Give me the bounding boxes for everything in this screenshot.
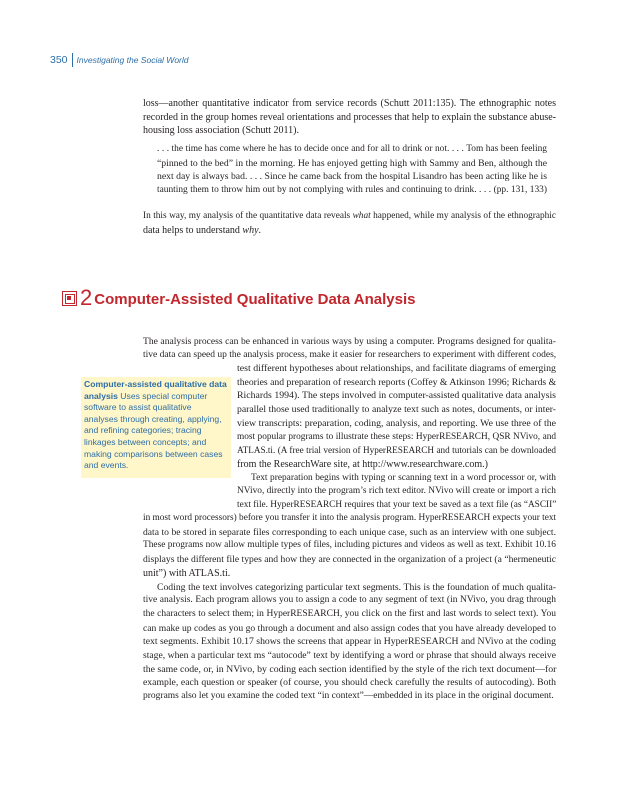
text-line: in most word processors) before you transfer it into the analysis program. HyperRESEARCH expects your text bbox=[143, 513, 557, 523]
text-line: Text preparation begins with typing or scanning text in a word processor or, with bbox=[251, 472, 556, 483]
text-line: These programs now allow multiple types of files, including pictures and videos as well as text. Exhibit 10.16 bbox=[143, 540, 556, 551]
section-title: Computer-Assisted Qualitative Data Analysis bbox=[94, 291, 416, 308]
text-line: data helps to understand why. bbox=[143, 224, 262, 236]
text-line: ATLAS.ti. (A free trial version of HyperRESEARCH and tutorials can be downloaded bbox=[237, 445, 556, 456]
quote-line: taunting them to throw him out by not complying with rules and continuing to drink. . . . (pp. 131, 133) bbox=[157, 185, 547, 196]
quote-line: . . . the time has come where he has to decide once and for all to drink or not. . . . Tom has been feeling bbox=[157, 144, 547, 154]
conclusion-paragraph bbox=[143, 210, 556, 237]
text-line: Coding the text involves categorizing particular text segments. This is the foundation of much qualita- bbox=[157, 581, 556, 593]
text-line: programs also let you examine the coded text “in context”—embedded in its place in the original document. bbox=[143, 691, 554, 702]
text-line: housing loss association (Schutt 2011). bbox=[143, 125, 300, 137]
glossary-term: Computer-assisted qualitative data analysis bbox=[84, 379, 227, 401]
text-line: from the ResearchWare site, at http://www.researchware.com.) bbox=[237, 458, 488, 470]
block-quote bbox=[157, 143, 547, 198]
text-line: the same code, or, in NVivo, by coding each section identified by the style of the rich text document—for bbox=[143, 663, 557, 675]
intro-paragraph bbox=[143, 97, 556, 138]
text-line: the characters to select them; in HyperRESEARCH, you click on the first and last words to select text). You bbox=[143, 608, 556, 619]
glossary-definition: Uses special computer software to assist qualitative analyses through creating, applying, and refining categories; tracing linkages between concepts; and making comparisons between cases and events. bbox=[84, 390, 223, 471]
glossary-sidebar bbox=[81, 377, 231, 478]
text-line: can make up codes as you go through a document and also assign codes that you have already developed to bbox=[143, 622, 556, 634]
text-line: unit”) with ATLAS.ti. bbox=[143, 567, 231, 579]
header-divider bbox=[72, 53, 73, 67]
text-line: displays the different file types and how they are connected in the organization of a project (a “hermeneutic bbox=[143, 554, 556, 566]
text-line: NVivo, directly into the program’s rich text editor. NVivo will create or import a rich bbox=[237, 486, 556, 497]
body-paragraph-main bbox=[143, 512, 556, 704]
section-heading bbox=[62, 287, 415, 309]
text-line: In this way, my analysis of the quantitative data reveals what happened, while my analysis of the ethnographic bbox=[143, 211, 556, 221]
text-line: parallel those used traditionally to analyze text such as notes, documents, or inter- bbox=[237, 404, 556, 416]
text-line: text file. HyperRESEARCH requires that your text be saved as a text file (as “ASCII” bbox=[237, 500, 557, 511]
text-line: loss—another quantitative indicator from service records (Schutt 2011:135). The ethnographic notes bbox=[143, 98, 556, 109]
text-line: tive data can speed up the analysis process, make it easier for researchers to experiment with different codes, bbox=[143, 349, 557, 360]
text-line: stage, when a particular text ms “autocode” text by identifying a word or phrase that should always receive bbox=[143, 650, 556, 662]
body-wrap-column bbox=[237, 362, 556, 513]
page-number: 350 bbox=[50, 54, 68, 66]
text-line: example, each question or speaker (of course, you should check carefully the results of autocoding). Both bbox=[143, 677, 556, 689]
text-line: tive analysis. Each program allows you to assign a code to any segment of text (in NVivo, you drag through bbox=[143, 595, 556, 606]
text-line: view transcripts: preparation, coding, analysis, and reporting. We use three of the bbox=[237, 417, 556, 429]
text-line: Richards 1994). The steps involved in computer-assisted qualitative data analysis bbox=[237, 390, 556, 402]
text-line: most popular programs to illustrate these steps: HyperRESEARCH, QSR NVivo, and bbox=[237, 431, 556, 442]
section-marker-icon bbox=[62, 291, 77, 306]
text-line: test different hypotheses about relationships, and facilitate diagrams of emerging bbox=[237, 363, 556, 374]
text-line: theories and preparation of research reports (Coffey & Atkinson 1996; Richards & bbox=[237, 376, 557, 388]
text-line: text segments. Exhibit 10.17 shows the screens that appear in HyperRESEARCH and NVivo at the coding bbox=[143, 636, 556, 648]
text-line: recorded in the group homes reveal orientations and processes that help to explain the substance abuse- bbox=[143, 111, 556, 123]
emphasis-why: why bbox=[242, 224, 259, 236]
running-header bbox=[50, 52, 189, 68]
quote-line: next day is always bad. . . . Since he came back from the hospital Lisandro has been acting like he is bbox=[157, 171, 547, 183]
section-number: 2 bbox=[80, 285, 93, 310]
emphasis-what: what bbox=[352, 211, 371, 221]
text-line: data to be stored in separate files corresponding to each unique case, such as an interview with one subject. bbox=[143, 526, 556, 538]
quote-line: “pinned to the bed” in the morning. He has enjoyed getting high with Sammy and Ben, although the bbox=[157, 157, 547, 169]
body-paragraph-intro bbox=[143, 335, 556, 362]
running-title: Investigating the Social World bbox=[76, 55, 189, 65]
text-line: The analysis process can be enhanced in various ways by using a computer. Programs designed for qualita- bbox=[143, 336, 556, 347]
